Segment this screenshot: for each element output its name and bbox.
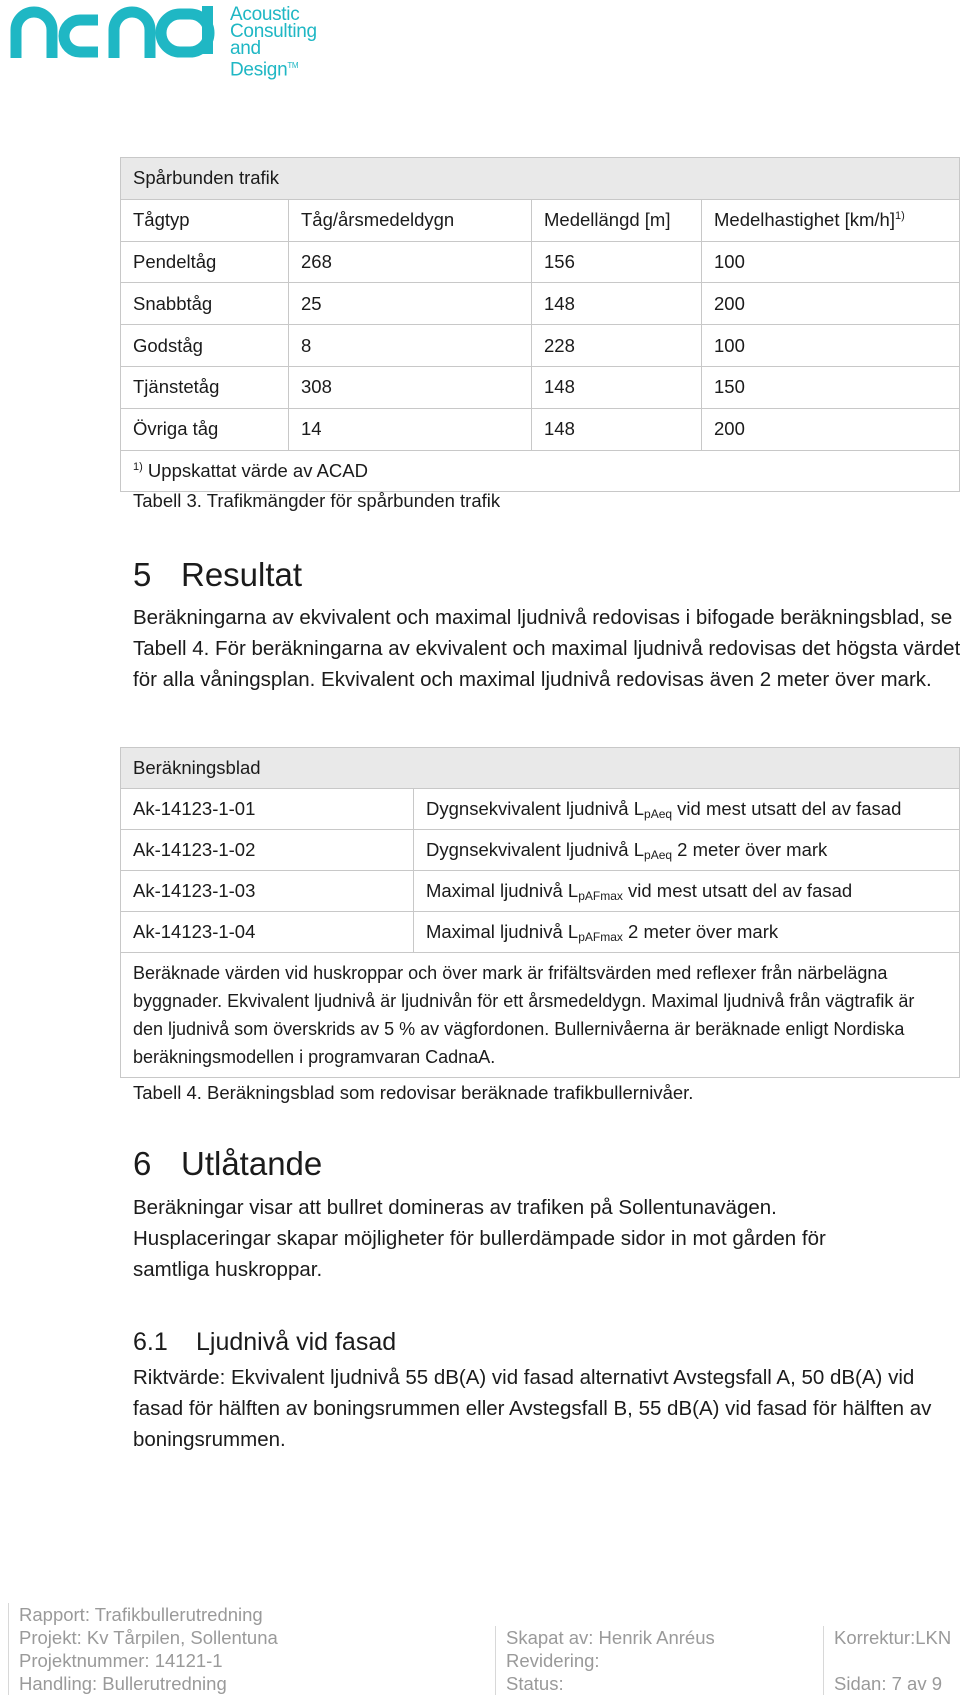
table-cell: 200: [702, 283, 960, 325]
description-subscript: pAFmax: [578, 888, 623, 903]
column-header: Tågtyp: [121, 199, 289, 241]
footer-page-info: [823, 1626, 951, 1695]
table-cell: 148: [532, 283, 702, 325]
section-title: Resultat: [181, 556, 303, 593]
footer-revidering: Revidering:: [506, 1650, 600, 1671]
column-header: [702, 199, 960, 241]
logo-tm: TM: [287, 61, 299, 70]
table-row: [121, 912, 960, 953]
description-subscript: pAeq: [644, 847, 673, 862]
table-row: [121, 325, 960, 367]
description-text: Dygnsekvivalent ljudnivå L: [426, 797, 645, 819]
column-header-text: Medelhastighet [km/h]: [714, 209, 895, 231]
table-cell: 200: [702, 408, 960, 450]
calculation-sheet-table: [120, 747, 960, 1078]
table-cell: 25: [289, 283, 532, 325]
logo-line-3: and Design: [230, 38, 288, 81]
footer-handling: Handling: Bullerutredning: [19, 1673, 227, 1694]
footer-project-info: [8, 1603, 278, 1695]
footer-skapat: Skapat av: Henrik Anréus: [506, 1627, 715, 1648]
description-subscript: pAeq: [644, 806, 673, 821]
description-text: Maximal ljudnivå L: [426, 879, 579, 901]
footnote-marker: 1): [894, 210, 905, 223]
table-row: [121, 871, 960, 912]
table-footnote: [121, 450, 960, 492]
section-number: 6.1: [133, 1328, 168, 1356]
company-logo: [10, 4, 330, 81]
table-row: [121, 789, 960, 830]
sheet-description: [414, 871, 960, 912]
table-row: [121, 830, 960, 871]
section-5-heading: [133, 556, 302, 594]
sheet-description: [414, 830, 960, 871]
footer-author-info: [495, 1626, 715, 1695]
section-number: 5: [133, 556, 152, 593]
footer-rapport: Rapport: Trafikbullerutredning: [19, 1604, 263, 1625]
table-title: Spårbunden trafik: [121, 158, 960, 200]
sheet-id: Ak-14123-1-03: [121, 871, 414, 912]
section-title: Ljudnivå vid fasad: [196, 1328, 397, 1356]
column-header: Tåg/årsmedeldygn: [289, 199, 532, 241]
table-cell: 148: [532, 366, 702, 408]
table-footnote-row: [121, 450, 960, 492]
description-subscript: pAFmax: [578, 929, 623, 944]
acad-logo-mark-icon: [10, 6, 220, 58]
table-row: [121, 408, 960, 450]
description-text: Dygnsekvivalent ljudnivå L: [426, 838, 645, 860]
table-cell: 156: [532, 241, 702, 283]
table-cell: 228: [532, 325, 702, 367]
table-cell: Snabbtåg: [121, 283, 289, 325]
section-6-text: Beräkningar visar att bullret domineras av trafiken på Sollentunavägen. Husplaceringar skapar möjligheter för bullerdämpade sidor in mot gården för samtliga huskroppar.: [133, 1196, 826, 1281]
sheet-id: Ak-14123-1-02: [121, 830, 414, 871]
footer-page-number: Sidan: 7 av 9: [834, 1673, 942, 1694]
table-cell: Pendeltåg: [121, 241, 289, 283]
table-cell: 268: [289, 241, 532, 283]
footnote-marker: 1): [133, 460, 143, 473]
section-number: 6: [133, 1145, 152, 1182]
section-5-text: Beräkningarna av ekvivalent och maximal ljudnivå redovisas i bifogade beräkningsblad, se Tabell 4. För beräkningarna av ekvivalent och maximal ljudnivå redovisas det högsta värdet för alla våningsplan. Ekvivalent och maximal ljudnivå redovisas även 2 meter över mark.: [133, 606, 960, 691]
logo-wordmark: [230, 4, 330, 81]
table-header-row: [121, 199, 960, 241]
table-cell: 14: [289, 408, 532, 450]
sheet-description: [414, 912, 960, 953]
description-text: vid mest utsatt del av fasad: [622, 879, 853, 901]
footnote-text: Uppskattat värde av ACAD: [142, 459, 368, 481]
table-row: [121, 283, 960, 325]
section-6-1-heading: [133, 1328, 396, 1357]
table-cell: 150: [702, 366, 960, 408]
logo-line-2: Consulting: [230, 21, 317, 42]
table-cell: 100: [702, 241, 960, 283]
table-cell: 8: [289, 325, 532, 367]
table-cell: 100: [702, 325, 960, 367]
section-6-1-text: Riktvärde: Ekvivalent ljudnivå 55 dB(A) vid fasad alternativt Avstegsfall A, 50 dB(A) vid fasad för hälften av boningsrummen eller Avstegsfall B, 55 dB(A) vid fasad för hälften av boningsrummen.: [133, 1366, 932, 1451]
table-row: [121, 241, 960, 283]
table-cell: Tjänstetåg: [121, 366, 289, 408]
table-cell: Övriga tåg: [121, 408, 289, 450]
footer-korrektur: Korrektur:LKN: [834, 1627, 952, 1648]
footer-projektnummer: Projektnummer: 14121-1: [19, 1650, 223, 1671]
table-note: Beräknade värden vid huskroppar och över mark är frifältsvärden med reflexer från närbelägna byggnader. Ekvivalent ljudnivå är ljudnivån för ett årsmedeldygn. Maximal ljudnivå från vägtrafik är den ljudnivå som överskrids av 5 % av vägfordonen. Bullernivåerna är beräknade enligt Nordiska beräkningsmodellen i programvaran CadnaA.: [121, 953, 960, 1078]
table-row: [121, 366, 960, 408]
footer-projekt: Projekt: Kv Tårpilen, Sollentuna: [19, 1627, 278, 1648]
column-header: Medellängd [m]: [532, 199, 702, 241]
logo-line-1: Acoustic: [230, 4, 300, 25]
sheet-id: Ak-14123-1-04: [121, 912, 414, 953]
description-text: Maximal ljudnivå L: [426, 920, 579, 942]
description-text: 2 meter över mark: [622, 920, 779, 942]
footer-status: Status:: [506, 1673, 564, 1694]
sheet-description: [414, 789, 960, 830]
description-text: 2 meter över mark: [672, 838, 828, 860]
table-cell: Godståg: [121, 325, 289, 367]
page-footer: [0, 1603, 960, 1699]
description-text: vid mest utsatt del av fasad: [672, 797, 902, 819]
table-title: Beräkningsblad: [121, 748, 960, 789]
sheet-id: Ak-14123-1-01: [121, 789, 414, 830]
section-title: Utlåtande: [181, 1145, 323, 1182]
table-cell: 148: [532, 408, 702, 450]
section-6-heading: [133, 1145, 322, 1183]
table-3-caption: Tabell 3. Trafikmängder för spårbunden trafik: [133, 490, 501, 511]
table-4-caption: Tabell 4. Beräkningsblad som redovisar beräknade trafikbullernivåer.: [133, 1082, 694, 1103]
table-cell: 308: [289, 366, 532, 408]
rail-traffic-table: [120, 157, 960, 492]
table-note-row: [121, 953, 960, 1078]
